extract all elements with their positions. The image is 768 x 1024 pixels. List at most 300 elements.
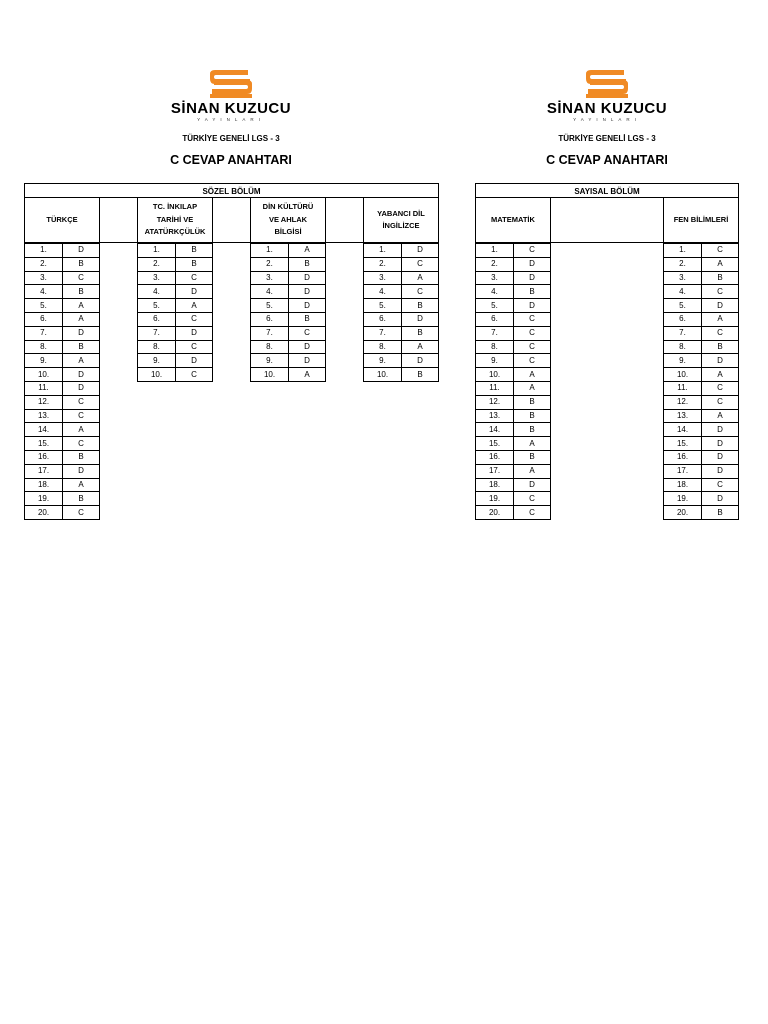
answer-row <box>25 381 100 395</box>
subject-label: YABANCI DİL <box>377 208 425 218</box>
answer-row <box>25 409 100 423</box>
question-number: 3. <box>138 271 176 285</box>
answer-letter: A <box>63 299 100 313</box>
answer-row <box>664 478 739 492</box>
question-number: 2. <box>138 257 176 271</box>
question-number: 9. <box>664 354 702 368</box>
answer-letter: A <box>289 244 326 258</box>
subject-header-matematik <box>475 197 551 243</box>
question-number: 8. <box>25 340 63 354</box>
answer-row <box>364 285 439 299</box>
answer-letter: B <box>514 395 551 409</box>
answer-row <box>476 354 551 368</box>
answer-letter: D <box>702 423 739 437</box>
question-number: 16. <box>664 450 702 464</box>
answer-letter: B <box>176 244 213 258</box>
answer-key-title: C CEVAP ANAHTARI <box>546 153 668 167</box>
answer-row <box>664 395 739 409</box>
answer-letter: D <box>702 437 739 451</box>
brand-name: SİNAN KUZUCU <box>546 100 668 117</box>
question-number: 17. <box>25 464 63 478</box>
question-number: 2. <box>251 257 289 271</box>
question-number: 10. <box>251 368 289 382</box>
answer-letter: D <box>702 354 739 368</box>
answer-letter: C <box>514 312 551 326</box>
question-number: 14. <box>25 423 63 437</box>
subject-label: BİLGİSİ <box>274 227 302 237</box>
question-number: 6. <box>364 312 402 326</box>
answer-row <box>25 299 100 313</box>
answer-row <box>251 299 326 313</box>
answer-letter: C <box>63 437 100 451</box>
answer-letter: C <box>176 271 213 285</box>
question-number: 14. <box>476 423 514 437</box>
answer-letter: D <box>289 354 326 368</box>
question-number: 18. <box>25 478 63 492</box>
answer-row <box>251 354 326 368</box>
answer-row <box>476 423 551 437</box>
answer-row <box>476 257 551 271</box>
question-number: 8. <box>476 340 514 354</box>
question-number: 4. <box>251 285 289 299</box>
question-number: 2. <box>364 257 402 271</box>
answer-letter: B <box>514 423 551 437</box>
answer-row <box>251 285 326 299</box>
answer-row <box>664 492 739 506</box>
answer-row <box>364 340 439 354</box>
answer-letter: A <box>176 299 213 313</box>
answer-letter: D <box>289 340 326 354</box>
subject-header-ingilizce <box>363 197 439 243</box>
question-number: 4. <box>25 285 63 299</box>
answer-letter: C <box>514 354 551 368</box>
answer-letter: D <box>289 299 326 313</box>
answer-row <box>138 285 213 299</box>
answer-row <box>364 326 439 340</box>
answer-row <box>25 437 100 451</box>
answer-letter: A <box>702 312 739 326</box>
question-number: 1. <box>364 244 402 258</box>
question-number: 4. <box>664 285 702 299</box>
answer-letter: B <box>402 326 439 340</box>
question-number: 15. <box>664 437 702 451</box>
question-number: 6. <box>138 312 176 326</box>
brand-subtitle: YAYINLARI <box>197 117 265 122</box>
answer-row <box>476 285 551 299</box>
subject-label: MATEMATİK <box>491 214 535 224</box>
answer-row <box>25 450 100 464</box>
answer-letter: C <box>702 326 739 340</box>
answer-row <box>476 326 551 340</box>
answer-row <box>251 368 326 382</box>
answer-letter: C <box>176 340 213 354</box>
answer-letter: B <box>402 368 439 382</box>
answer-table-fen <box>663 243 739 520</box>
answer-row <box>664 450 739 464</box>
question-number: 5. <box>25 299 63 313</box>
question-number: 5. <box>364 299 402 313</box>
subject-label: TARİHİ VE <box>156 214 194 224</box>
answer-letter: C <box>289 326 326 340</box>
question-number: 12. <box>664 395 702 409</box>
question-number: 3. <box>476 271 514 285</box>
question-number: 12. <box>476 395 514 409</box>
answer-row <box>251 340 326 354</box>
answer-letter: D <box>63 326 100 340</box>
answer-row <box>664 285 739 299</box>
answer-letter: D <box>702 464 739 478</box>
answer-letter: D <box>63 368 100 382</box>
question-number: 10. <box>138 368 176 382</box>
question-number: 10. <box>364 368 402 382</box>
answer-row <box>476 312 551 326</box>
answer-row <box>364 271 439 285</box>
answer-table-matematik <box>475 243 551 520</box>
answer-row <box>138 312 213 326</box>
question-number: 17. <box>664 464 702 478</box>
answer-row <box>25 257 100 271</box>
sayisal-section-title: SAYISAL BÖLÜM <box>475 183 739 198</box>
question-number: 6. <box>476 312 514 326</box>
answer-letter: B <box>63 257 100 271</box>
question-number: 8. <box>251 340 289 354</box>
question-number: 3. <box>664 271 702 285</box>
question-number: 3. <box>251 271 289 285</box>
answer-row <box>251 271 326 285</box>
answer-letter: C <box>63 506 100 520</box>
answer-row <box>138 257 213 271</box>
answer-letter: D <box>63 464 100 478</box>
answer-letter: D <box>402 244 439 258</box>
answer-letter: C <box>176 312 213 326</box>
question-number: 5. <box>664 299 702 313</box>
answer-row <box>664 381 739 395</box>
exam-title: TÜRKİYE GENELİ LGS - 3 <box>558 134 656 143</box>
answer-table-din <box>250 243 326 382</box>
answer-letter: D <box>176 354 213 368</box>
question-number: 15. <box>25 437 63 451</box>
question-number: 6. <box>664 312 702 326</box>
question-number: 11. <box>25 381 63 395</box>
answer-letter: A <box>63 312 100 326</box>
answer-row <box>664 244 739 258</box>
answer-letter: C <box>514 340 551 354</box>
question-number: 8. <box>138 340 176 354</box>
question-number: 18. <box>476 478 514 492</box>
question-number: 18. <box>664 478 702 492</box>
answer-letter: D <box>514 271 551 285</box>
answer-row <box>25 423 100 437</box>
answer-letter: C <box>514 492 551 506</box>
answer-row <box>664 506 739 520</box>
answer-letter: D <box>176 326 213 340</box>
answer-letter: B <box>702 340 739 354</box>
question-number: 19. <box>25 492 63 506</box>
answer-row <box>364 257 439 271</box>
answer-letter: A <box>702 368 739 382</box>
question-number: 3. <box>25 271 63 285</box>
answer-row <box>138 244 213 258</box>
answer-row <box>25 492 100 506</box>
answer-letter: B <box>176 257 213 271</box>
answer-row <box>664 299 739 313</box>
answer-letter: B <box>289 312 326 326</box>
question-number: 19. <box>664 492 702 506</box>
answer-row <box>138 326 213 340</box>
answer-row <box>476 395 551 409</box>
question-number: 3. <box>364 271 402 285</box>
answer-row <box>25 506 100 520</box>
answer-letter: B <box>702 506 739 520</box>
subject-label: İNGİLİZCE <box>382 221 420 230</box>
question-number: 12. <box>25 395 63 409</box>
answer-letter: A <box>514 437 551 451</box>
answer-row <box>664 257 739 271</box>
answer-letter: A <box>514 464 551 478</box>
answer-letter: A <box>289 368 326 382</box>
answer-row <box>25 368 100 382</box>
answer-row <box>364 299 439 313</box>
question-number: 19. <box>476 492 514 506</box>
question-number: 10. <box>25 368 63 382</box>
books-logo-icon <box>196 66 266 102</box>
question-number: 9. <box>251 354 289 368</box>
answer-table-inkilap <box>137 243 213 382</box>
answer-row <box>138 368 213 382</box>
answer-letter: C <box>514 506 551 520</box>
answer-row <box>664 409 739 423</box>
question-number: 1. <box>25 244 63 258</box>
answer-row <box>476 368 551 382</box>
answer-row <box>664 437 739 451</box>
answer-letter: B <box>514 285 551 299</box>
question-number: 13. <box>25 409 63 423</box>
answer-letter: B <box>514 409 551 423</box>
answer-letter: C <box>63 409 100 423</box>
books-logo-icon <box>572 66 642 102</box>
answer-row <box>664 423 739 437</box>
answer-letter: A <box>63 423 100 437</box>
answer-letter: A <box>63 354 100 368</box>
question-number: 1. <box>664 244 702 258</box>
answer-row <box>476 409 551 423</box>
question-number: 4. <box>476 285 514 299</box>
question-number: 4. <box>138 285 176 299</box>
answer-letter: D <box>402 312 439 326</box>
answer-row <box>25 354 100 368</box>
answer-letter: C <box>176 368 213 382</box>
answer-row <box>364 244 439 258</box>
answer-row <box>476 299 551 313</box>
answer-row <box>25 244 100 258</box>
answer-row <box>476 506 551 520</box>
exam-title: TÜRKİYE GENELİ LGS - 3 <box>182 134 280 143</box>
subject-label: VE AHLAK <box>268 214 308 224</box>
answer-row <box>476 464 551 478</box>
answer-letter: D <box>514 257 551 271</box>
answer-row <box>138 271 213 285</box>
question-number: 9. <box>25 354 63 368</box>
brand-subtitle: YAYINLARI <box>573 117 641 122</box>
answer-row <box>364 368 439 382</box>
question-number: 11. <box>664 381 702 395</box>
answer-row <box>664 368 739 382</box>
answer-row <box>476 478 551 492</box>
question-number: 1. <box>251 244 289 258</box>
answer-letter: B <box>63 492 100 506</box>
answer-row <box>25 326 100 340</box>
answer-row <box>476 340 551 354</box>
answer-row <box>138 299 213 313</box>
answer-letter: D <box>702 450 739 464</box>
answer-row <box>476 437 551 451</box>
answer-letter: C <box>702 244 739 258</box>
subject-label: ATATÜRKÇÜLÜK <box>144 227 206 237</box>
question-number: 10. <box>476 368 514 382</box>
answer-row <box>25 285 100 299</box>
answer-row <box>664 464 739 478</box>
answer-row <box>251 257 326 271</box>
subject-header-din <box>250 197 326 243</box>
answer-letter: D <box>702 299 739 313</box>
question-number: 1. <box>138 244 176 258</box>
answer-letter: D <box>289 271 326 285</box>
question-number: 20. <box>476 506 514 520</box>
answer-row <box>664 271 739 285</box>
answer-letter: A <box>514 368 551 382</box>
question-number: 9. <box>364 354 402 368</box>
question-number: 5. <box>251 299 289 313</box>
header-left <box>131 66 331 167</box>
answer-letter: D <box>514 478 551 492</box>
question-number: 6. <box>25 312 63 326</box>
answer-letter: D <box>702 492 739 506</box>
answer-letter: A <box>702 257 739 271</box>
answer-letter: D <box>63 244 100 258</box>
question-number: 7. <box>476 326 514 340</box>
answer-letter: D <box>289 285 326 299</box>
answer-letter: C <box>702 395 739 409</box>
answer-letter: C <box>402 285 439 299</box>
subject-label: DİN KÜLTÜRÜ <box>262 202 314 212</box>
answer-row <box>476 450 551 464</box>
question-number: 6. <box>251 312 289 326</box>
question-number: 2. <box>476 257 514 271</box>
answer-letter: B <box>63 285 100 299</box>
answer-row <box>664 354 739 368</box>
question-number: 2. <box>25 257 63 271</box>
answer-table-ingilizce <box>363 243 439 382</box>
answer-letter: A <box>63 478 100 492</box>
answer-row <box>476 381 551 395</box>
question-number: 9. <box>138 354 176 368</box>
answer-letter: B <box>289 257 326 271</box>
answer-row <box>364 312 439 326</box>
answer-letter: B <box>63 450 100 464</box>
subject-label: TÜRKÇE <box>46 214 78 224</box>
answer-key-title: C CEVAP ANAHTARI <box>170 153 292 167</box>
question-number: 7. <box>138 326 176 340</box>
answer-row <box>25 340 100 354</box>
question-number: 11. <box>476 381 514 395</box>
question-number: 15. <box>476 437 514 451</box>
answer-letter: D <box>402 354 439 368</box>
answer-letter: C <box>702 285 739 299</box>
answer-row <box>476 271 551 285</box>
question-number: 7. <box>25 326 63 340</box>
question-number: 7. <box>664 326 702 340</box>
answer-row <box>25 478 100 492</box>
question-number: 4. <box>364 285 402 299</box>
answer-letter: C <box>402 257 439 271</box>
question-number: 5. <box>138 299 176 313</box>
answer-letter: B <box>702 271 739 285</box>
question-number: 13. <box>476 409 514 423</box>
question-number: 16. <box>25 450 63 464</box>
answer-row <box>664 312 739 326</box>
question-number: 1. <box>476 244 514 258</box>
answer-row <box>251 244 326 258</box>
answer-letter: A <box>514 381 551 395</box>
answer-letter: A <box>402 271 439 285</box>
answer-letter: A <box>702 409 739 423</box>
sozel-section-title: SÖZEL BÖLÜM <box>24 183 439 198</box>
subject-label: TC. İNKILAP <box>152 202 198 212</box>
question-number: 10. <box>664 368 702 382</box>
answer-letter: D <box>63 381 100 395</box>
answer-row <box>25 464 100 478</box>
answer-row <box>364 354 439 368</box>
answer-letter: C <box>514 326 551 340</box>
answer-letter: D <box>176 285 213 299</box>
answer-row <box>25 271 100 285</box>
answer-row <box>476 244 551 258</box>
answer-letter: C <box>702 478 739 492</box>
subject-label: FEN BİLİMLERİ <box>673 214 729 224</box>
subject-header-turkce <box>24 197 100 243</box>
answer-letter: C <box>702 381 739 395</box>
question-number: 17. <box>476 464 514 478</box>
question-number: 14. <box>664 423 702 437</box>
answer-row <box>138 340 213 354</box>
question-number: 8. <box>664 340 702 354</box>
answer-row <box>138 354 213 368</box>
question-number: 2. <box>664 257 702 271</box>
answer-row <box>25 312 100 326</box>
brand-name: SİNAN KUZUCU <box>170 100 292 117</box>
question-number: 20. <box>664 506 702 520</box>
answer-letter: A <box>402 340 439 354</box>
answer-letter: B <box>63 340 100 354</box>
answer-row <box>251 312 326 326</box>
question-number: 20. <box>25 506 63 520</box>
answer-row <box>251 326 326 340</box>
question-number: 9. <box>476 354 514 368</box>
subject-header-fen <box>663 197 739 243</box>
question-number: 13. <box>664 409 702 423</box>
answer-letter: D <box>514 299 551 313</box>
answer-table-turkce <box>24 243 100 520</box>
answer-letter: C <box>514 244 551 258</box>
question-number: 5. <box>476 299 514 313</box>
answer-row <box>476 492 551 506</box>
answer-letter: B <box>514 450 551 464</box>
question-number: 7. <box>364 326 402 340</box>
answer-row <box>664 340 739 354</box>
answer-letter: C <box>63 395 100 409</box>
header-right <box>507 66 707 167</box>
answer-letter: C <box>63 271 100 285</box>
